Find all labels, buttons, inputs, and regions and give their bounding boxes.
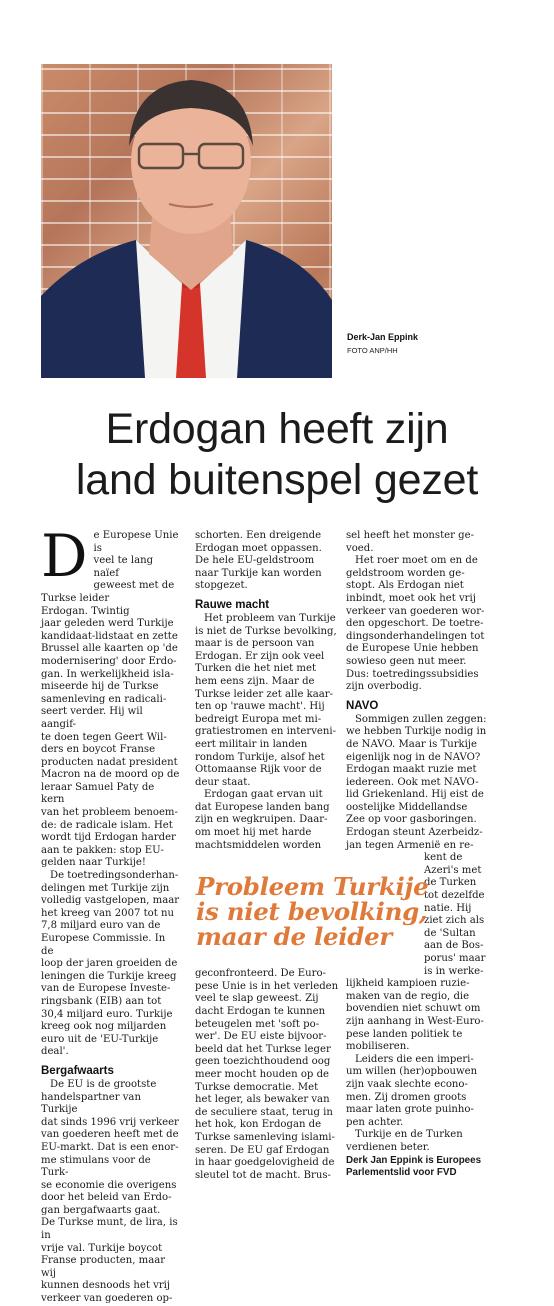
paragraph: De toetredingsonderhan- delingen met Turkije zijn volledig vastgelopen, maar het kreeg van 2007 tot nu 7,8 miljard euro van de Europese Commissie. In de loop der jaren groeiden de leningen die Turkije kreeg van de Europese Investe- ringsbank (EIB) aan tot 30,4 miljard euro. Turkije kreeg ook nog miljarden euro uit de 'EU-Turkije deal'. — [41, 870, 180, 1058]
paragraph-wrapped: kent de Azeri's met de Turken tot dezelfde natie. Hij ziet zich als de 'Sultan aan de Bos- porus' maar is in werke- — [424, 852, 486, 977]
paragraph: Sommigen zullen zeggen: we hebben Turkije nodig in de NAVO. Maar is Turkije eigenlijk nog in de NAVO? Erdogan maakt ruzie met iedereen. Ook met NAVO- lid Griekenland. Hij eist de oostelijke Middellandse Zee op voor gasboringen. Erdogan steunt Azerbeidz- jan tegen Armenië en re- — [346, 713, 487, 851]
paragraph: Het probleem van Turkije is niet de Turkse bevolking, maar is de persoon van Erdogan. Er zijn ook veel Turken die het niet met hem eens zijn. Maar de Turkse leider zet alle kaar- ten op 'rauwe macht'. Hij bedreigt Europa met mi- gratiestromen en interveni- eert militair in landen rondom Turkije, alsof het Ottomaanse Rijk voor de deur staat. — [195, 612, 337, 788]
pull-quote-line: maar de leider — [196, 922, 392, 951]
headline-line-2: land buitenspel gezet — [75, 456, 479, 504]
paragraph: geconfronteerd. De Euro- pese Unie is in het verleden veel te slap geweest. Zij dacht Erdogan te kunnen beteugelen met 'soft po- wer'. De EU eiste bijvoor- beeld dat het Turkse leger geen toezichthoudend oog meer mocht houden op de Turkse democratie. Met het leger, als bewaker van de seculiere staat, terug in het hok, kon Erdogan de Turkse samenleving islami- seren. De EU gaf Erdogan in haar goedgelovigheid de sleutel tot de macht. Brus- — [195, 968, 339, 1181]
paragraph: sel heeft het monster ge- voed. — [346, 530, 475, 554]
paragraph-1-text: e Europese Unie is veel te lang naïef geweest met de Turkse leider Erdogan. Twintig jaar geleden werd Turkije kandidaat-lidstaat en zette Brussel alle kaarten op 'de modernisering' door Erdo- gan. In werkelijkheid isla- miseerde hij de Turkse samenleving en radicali- seert verder. Hij wil aangif- te doen tegen Geert Wil- ders en boycot Franse producten nadat president Macron na de moord op de leraar Samuel Paty de kern van het probleem benoem- de: de radicale islam. Het wordt tijd Erdogan harder aan te pakken: stop EU- gelden naar Turkije! — [41, 530, 180, 869]
paragraph: Erdogan gaat ervan uit dat Europese landen bang zijn en wegkruipen. Daar- om moet hij met harde machtsmiddelen worden — [195, 789, 330, 851]
paragraph: Turkije en de Turken verdienen beter. — [346, 1129, 463, 1153]
subheading-bergafwaarts: Bergafwaarts — [41, 1064, 114, 1077]
paragraph: Het roer moet om en de geldstroom worden ge- stopt. Als Erdogan niet inbindt, moet ook het vrij verkeer van goederen wor- den opgeschort. De toetre- dingsonderhandelingen tot de Europese Unie hebben sowieso geen nut meer. Dus: toetredingssubsidies zijn overbodig. — [346, 555, 485, 693]
paragraph: schorten. Een dreigende Erdogan moet oppassen. De hele EU-geldstroom naar Turkije kan worden stopgezet. — [195, 530, 322, 592]
author-photo — [41, 64, 332, 378]
drop-cap: D — [41, 522, 88, 590]
article-column-3 — [346, 530, 490, 1180]
subheading-rauwe-macht: Rauwe macht — [195, 598, 270, 611]
headline-line-1: Erdogan heeft zijn — [105, 405, 449, 453]
paragraph-1 — [41, 522, 180, 870]
photo-caption-name: Derk-Jan Eppink — [347, 332, 419, 342]
portrait-illustration — [41, 64, 332, 378]
paragraph: De EU is de grootste handelspartner van Turkije dat sinds 1996 vrij verkeer van goederen heeft met de EU-markt. Dat is een enor- me stimulans voor de Turk- se economie die overigens door het beleid van Erdo- gan bergafwaarts gaat. De Turkse munt, de lira, is in vrije val. Turkije boycot Franse producten, maar wij kunnen desnoods het vrij verkeer van goederen op- — [41, 1078, 179, 1305]
author-signature: Derk Jan Eppink is Europees Parlementslid voor FVD — [346, 1154, 482, 1178]
pull-quote — [196, 872, 429, 951]
pull-quote-line: Probleem Turkije — [196, 872, 429, 901]
article-column-2 — [195, 530, 339, 1182]
pull-quote-line: is niet bevolking, — [196, 897, 428, 926]
subheading-navo: NAVO — [346, 699, 379, 712]
photo-credit: FOTO ANP/HH — [347, 346, 398, 355]
paragraph: lijkheid kampioen ruzie- maken van de regio, die bovendien niet schuwt om zijn aanhang in West-Euro- pese landen politiek te mobiliseren. — [346, 978, 484, 1053]
paragraph: Leiders die een imperi- um willen (her)opbouwen zijn vaak slechte econo- men. Zij dromen groots maar laten grote puinho- pen achter. — [346, 1053, 478, 1128]
article-column-1 — [41, 522, 180, 1306]
article-headline — [20, 404, 534, 506]
